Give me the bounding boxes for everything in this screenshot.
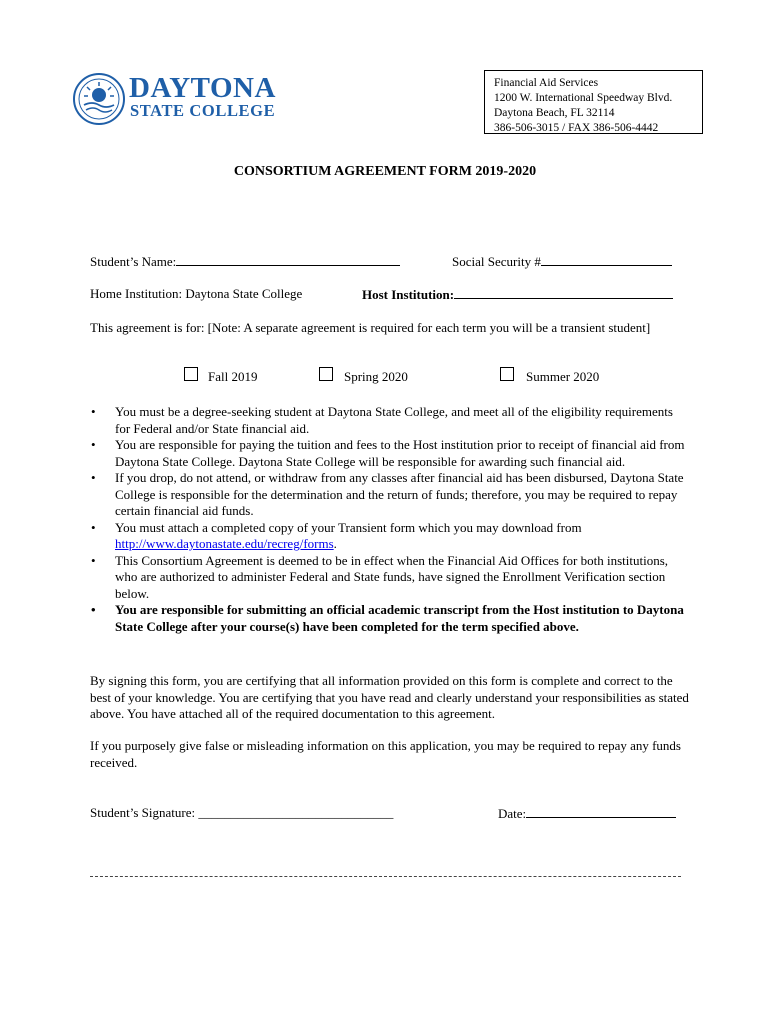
bullet-icon: • xyxy=(91,519,96,535)
host-institution-label: Host Institution: xyxy=(362,287,455,302)
transient-form-link[interactable]: http://www.daytonastate.edu/recreg/forms xyxy=(115,536,334,551)
bullet-icon: • xyxy=(91,602,96,617)
list-item: • This Consortium Agreement is deemed to be in effect when the Financial Aid Offices for both institutions, who are authorized to administer Federal and State funds, have signed the Enrollment Verification section below. xyxy=(91,552,669,601)
agreement-note: This agreement is for: [Note: A separate agreement is required for each term you will be a transient student] xyxy=(90,320,651,335)
logo-name-line2: STATE COLLEGE xyxy=(130,101,276,120)
list-item: • You must be a degree-seeking student at Daytona State College, and meet all of the eligibility requirements for Federal and/or State financial aid. xyxy=(91,404,673,436)
financial-aid-address-box xyxy=(484,70,703,134)
ssn-field xyxy=(452,253,672,270)
bullet-icon: • xyxy=(91,404,96,419)
certification-paragraph: By signing this form, you are certifying that all information provided on this form is complete and correct to the best of your knowledge. You are certifying that you have read and clearly understand your responsibilities as stated above. You have attached all of the required documentation to this agreement. xyxy=(90,673,689,721)
date-field xyxy=(498,805,676,822)
college-logo xyxy=(72,72,292,128)
false-information-paragraph: If you purposely give false or misleading information on this application, you may be required to repay any funds received. xyxy=(90,738,681,770)
list-item: • You must attach a completed copy of your Transient form which you may download from http://www.daytonastate.edu/recreg/forms. xyxy=(91,519,582,551)
fall-2019-checkbox[interactable] xyxy=(184,367,198,381)
section-divider xyxy=(90,876,681,877)
date-label: Date: xyxy=(498,806,527,821)
host-institution-field xyxy=(362,286,673,303)
student-name-label: Student’s Name: xyxy=(90,254,177,269)
list-item: • If you drop, do not attend, or withdraw from any classes after financial aid has been disbursed, Daytona State College is responsible for the determination and the return of funds; therefore, you may be required to repay certain financial aid funds. xyxy=(91,470,684,518)
college-seal-icon xyxy=(72,72,126,126)
list-item: • You are responsible for submitting an official academic transcript from the Host institution to Daytona State College after your course(s) have been completed for the term specified above. xyxy=(91,602,684,634)
date-input-line[interactable] xyxy=(526,805,676,818)
address-line: 386-506-3015 / FAX 386-506-4442 xyxy=(494,122,659,134)
address-line: 1200 W. International Speedway Blvd. xyxy=(494,92,673,104)
list-item: • You are responsible for paying the tuition and fees to the Host institution prior to receipt of financial aid from Daytona State College. Daytona State College will be responsible for awarding such financial aid. xyxy=(91,437,685,469)
student-name-input-line[interactable] xyxy=(176,253,400,266)
spring-2020-label: Spring 2020 xyxy=(344,369,408,384)
bullet-icon: • xyxy=(91,552,96,568)
ssn-label: Social Security # xyxy=(452,254,541,269)
logo-name-line1: DAYTONA xyxy=(129,72,276,104)
summer-2020-label: Summer 2020 xyxy=(526,369,600,384)
fall-2019-label: Fall 2019 xyxy=(208,369,258,384)
bullet-icon: • xyxy=(91,470,96,485)
student-name-field xyxy=(90,253,400,270)
host-institution-input-line[interactable] xyxy=(454,286,673,299)
address-line: Daytona Beach, FL 32114 xyxy=(494,107,615,119)
address-line: Financial Aid Services xyxy=(494,77,599,89)
requirements-list xyxy=(90,404,690,635)
spring-2020-checkbox[interactable] xyxy=(319,367,333,381)
form-title: CONSORTIUM AGREEMENT FORM 2019-2020 xyxy=(233,164,537,179)
student-signature-field[interactable]: Student’s Signature: ______________________________ xyxy=(90,805,394,820)
home-institution: Home Institution: Daytona State College xyxy=(90,286,303,301)
ssn-input-line[interactable] xyxy=(541,253,672,266)
bullet-icon: • xyxy=(91,437,96,452)
summer-2020-checkbox[interactable] xyxy=(500,367,514,381)
